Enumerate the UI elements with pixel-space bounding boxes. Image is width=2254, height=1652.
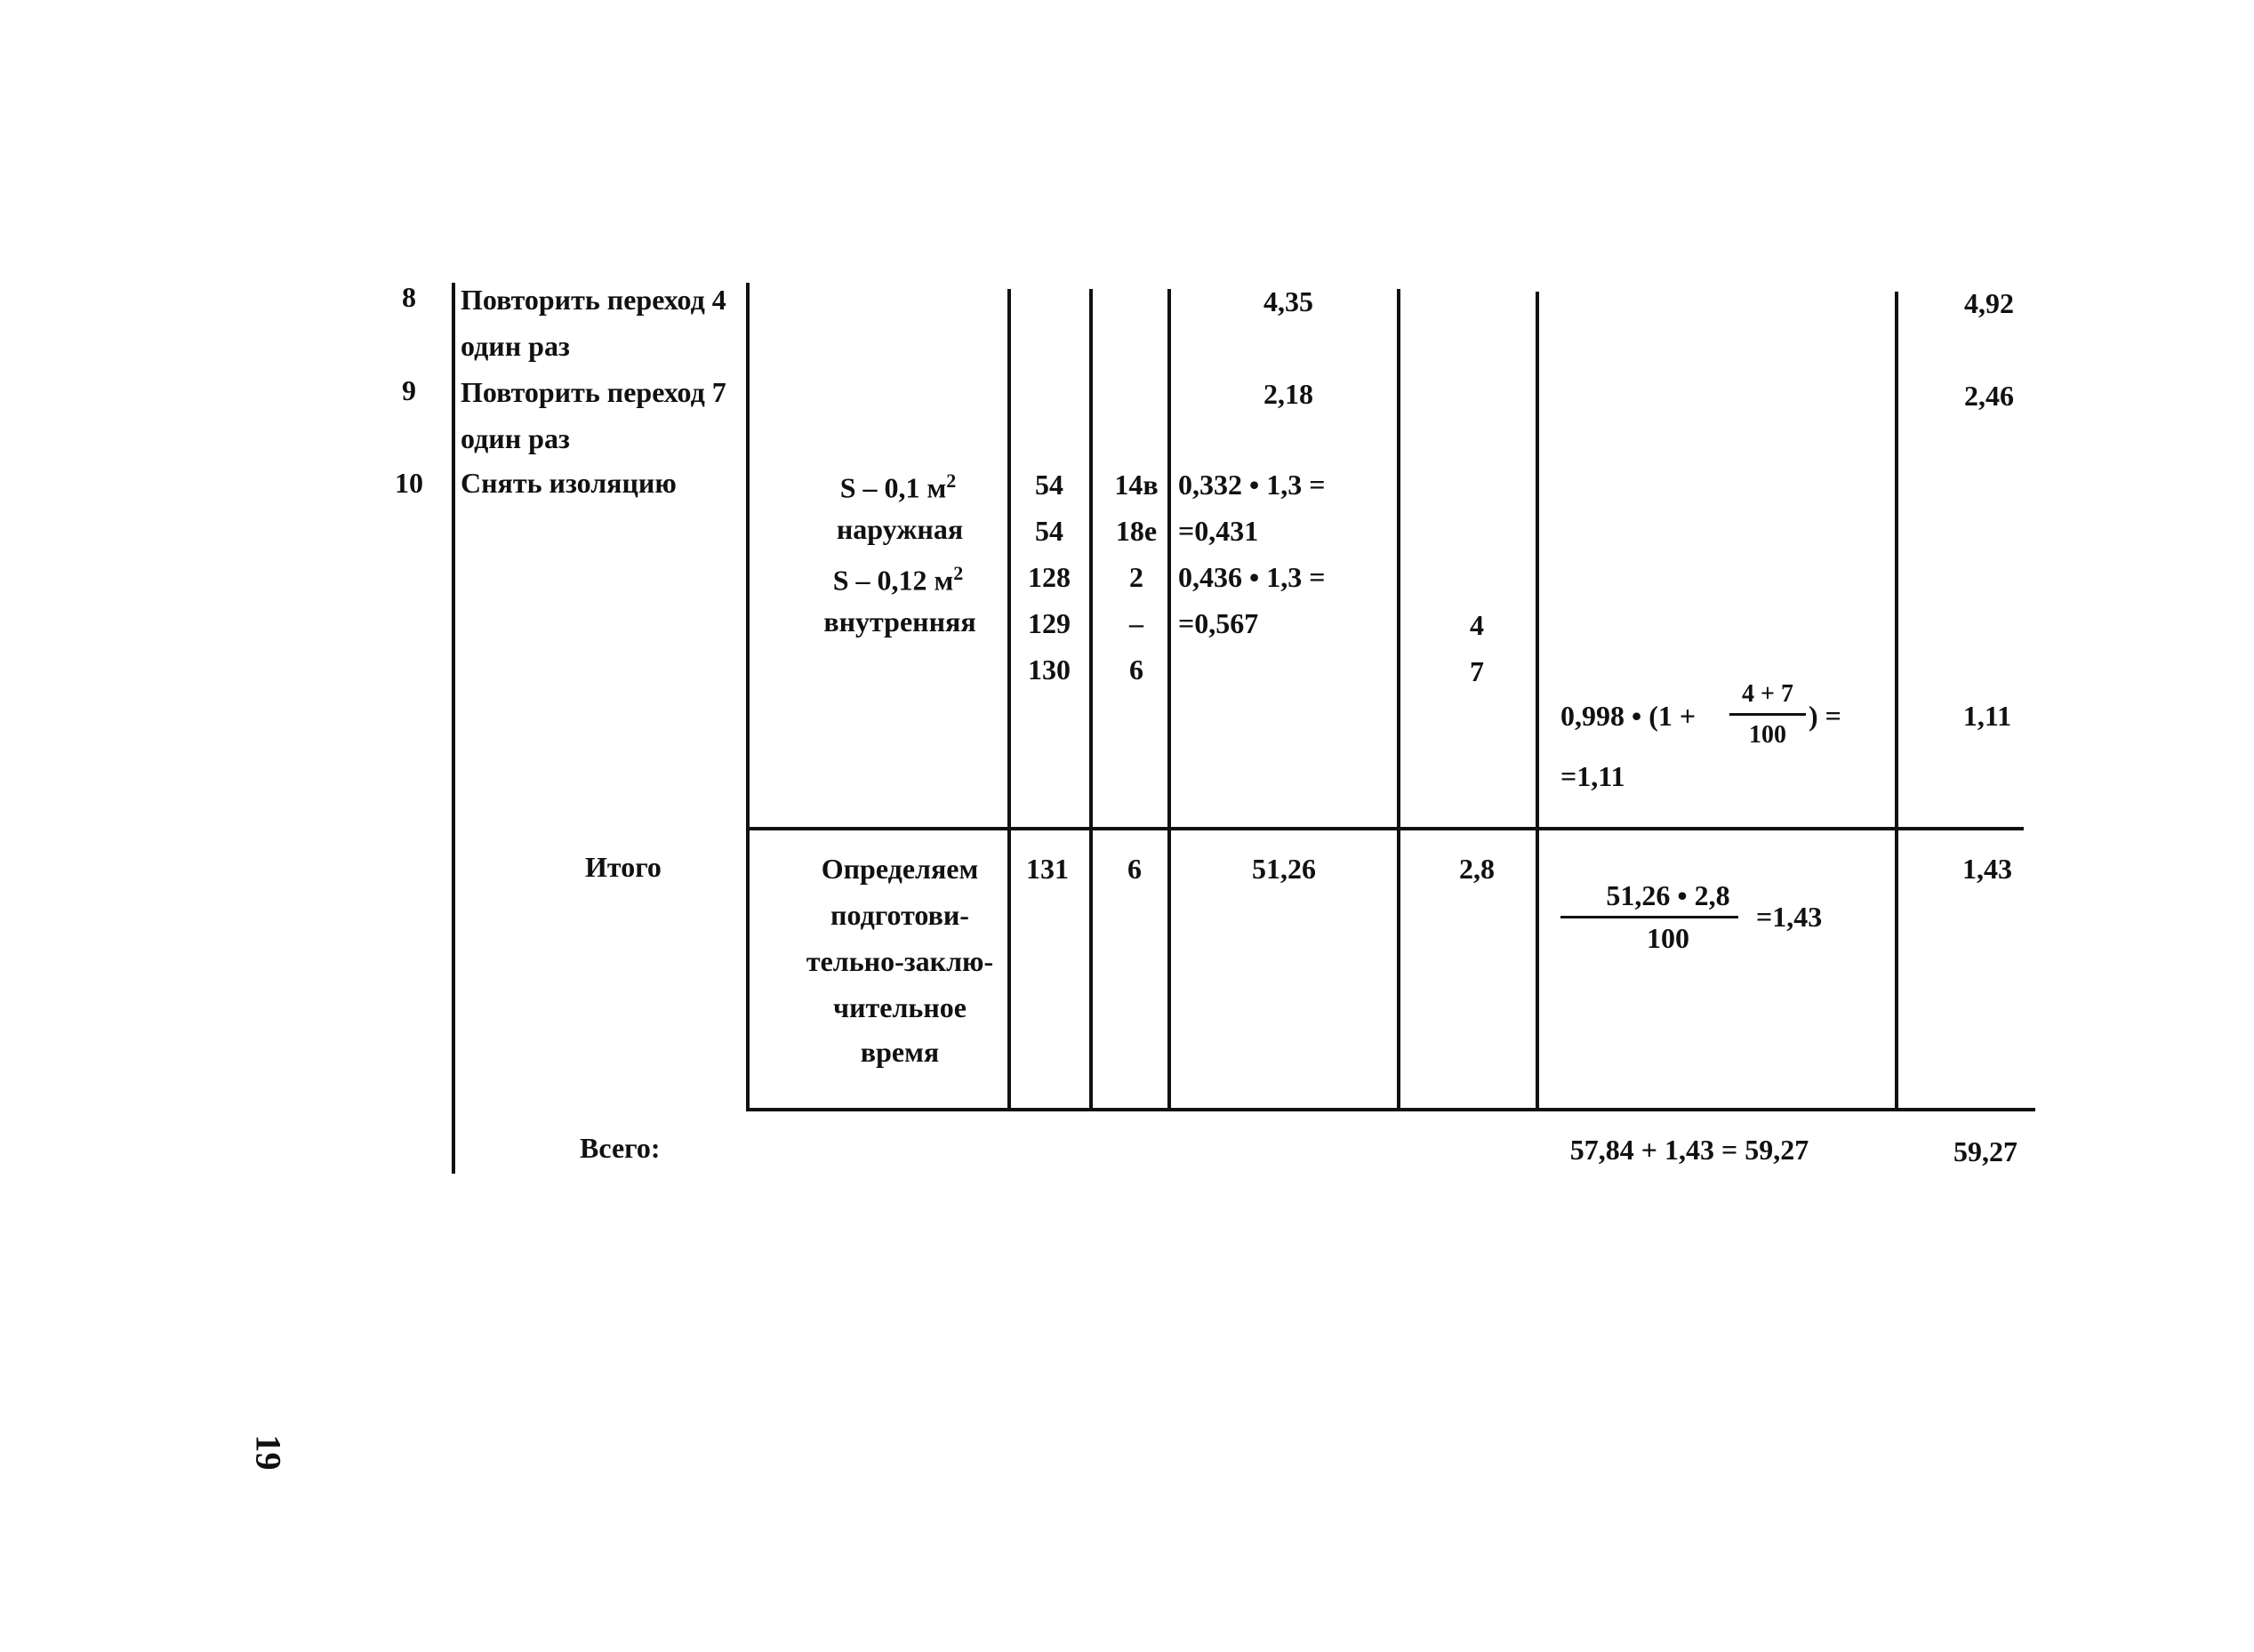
row-10-formula-num: 4 + 7 — [1742, 680, 1793, 708]
row-10-percent-2: 7 — [1470, 655, 1484, 687]
itogo-formula-bar — [1560, 916, 1738, 918]
itogo-desc-2: подготови- — [830, 899, 969, 931]
row-10-formula-right: ) = — [1809, 700, 1841, 732]
row-9-name-line1: Повторить переход 7 — [461, 376, 726, 408]
itogo-formula-den: 100 — [1647, 922, 1689, 954]
itogo-top-line — [746, 827, 2024, 830]
border-col4 — [1089, 289, 1093, 1111]
row-10-pos-3: 2 — [1129, 561, 1143, 593]
row-10-result: 1,11 — [1962, 700, 2012, 732]
row-8-name-line1: Повторить переход 4 — [461, 284, 726, 316]
row-9-time: 2,18 — [1263, 378, 1313, 410]
row-9-result: 2,46 — [1964, 380, 2014, 412]
itogo-pos: 6 — [1127, 853, 1142, 885]
row-10-formula-bar — [1729, 713, 1806, 716]
row-9-number: 9 — [402, 374, 416, 406]
row-10-calc-3: 0,436 • 1,3 = — [1178, 561, 1326, 593]
row-10-formula-left: 0,998 • (1 + — [1560, 700, 1697, 732]
itogo-desc-1: Определяем — [821, 853, 979, 885]
row-10-pos-1: 14в — [1114, 469, 1159, 501]
row-10-pos-5: 6 — [1129, 654, 1143, 686]
border-col3 — [1007, 289, 1011, 1111]
border-left — [452, 283, 455, 1174]
itogo-result: 1,43 — [1962, 853, 2012, 885]
vsego-result: 59,27 — [1953, 1135, 2017, 1167]
border-col2 — [746, 283, 750, 1111]
itogo-time: 51,26 — [1252, 853, 1316, 885]
row-10-map-3: 128 — [1028, 561, 1071, 593]
row-10-calc-2: =0,431 — [1178, 515, 1259, 547]
row-10-param-4: внутренняя — [823, 605, 976, 638]
row-8-number: 8 — [402, 281, 416, 313]
row-10-map-4: 129 — [1028, 607, 1071, 639]
itogo-label: Итого — [585, 851, 662, 883]
border-col6 — [1397, 289, 1400, 1111]
row-10-formula-den: 100 — [1749, 721, 1786, 749]
page-number: 19 — [248, 1434, 289, 1471]
row-10-param-2: наружная — [836, 513, 964, 545]
row-10-calc-1: 0,332 • 1,3 = — [1178, 469, 1326, 501]
row-10-number: 10 — [395, 467, 423, 499]
row-8-name-line2: один раз — [461, 330, 570, 362]
row-10-pos-4: – — [1129, 607, 1143, 639]
itogo-desc-4: чительное — [833, 991, 967, 1023]
row-10-map-5: 130 — [1028, 654, 1071, 686]
row-10-map-2: 54 — [1035, 515, 1063, 547]
row-10-calc-4: =0,567 — [1178, 607, 1259, 639]
itogo-percent: 2,8 — [1459, 853, 1495, 885]
vsego-formula: 57,84 + 1,43 = 59,27 — [1569, 1134, 1809, 1166]
border-col7 — [1536, 292, 1539, 1111]
vsego-label: Всего: — [580, 1132, 661, 1164]
itogo-desc-5: время — [860, 1036, 940, 1068]
border-col5 — [1167, 289, 1171, 1111]
itogo-map: 131 — [1026, 853, 1069, 885]
row-10-pos-2: 18е — [1115, 515, 1158, 547]
row-10-name: Снять изоляцию — [461, 467, 677, 499]
row-9-name-line2: один раз — [461, 422, 570, 454]
itogo-bottom-line — [746, 1108, 2035, 1111]
row-10-param-3: S – 0,12 $м^2$ — [832, 562, 964, 597]
row-10-param-1: S – 0,1 $м^2$ — [839, 469, 957, 504]
row-8-time: 4,35 — [1263, 285, 1313, 317]
itogo-desc-3: тельно-заклю- — [806, 945, 994, 977]
row-10-map-1: 54 — [1035, 469, 1063, 501]
itogo-formula-res: =1,43 — [1756, 901, 1823, 933]
itogo-formula-num: 51,26 • 2,8 — [1606, 879, 1730, 911]
border-col8 — [1895, 292, 1898, 1111]
row-10-formula-result: =1,11 — [1560, 760, 1625, 792]
row-10-percent-1: 4 — [1470, 609, 1484, 641]
row-8-result: 4,92 — [1964, 287, 2014, 319]
